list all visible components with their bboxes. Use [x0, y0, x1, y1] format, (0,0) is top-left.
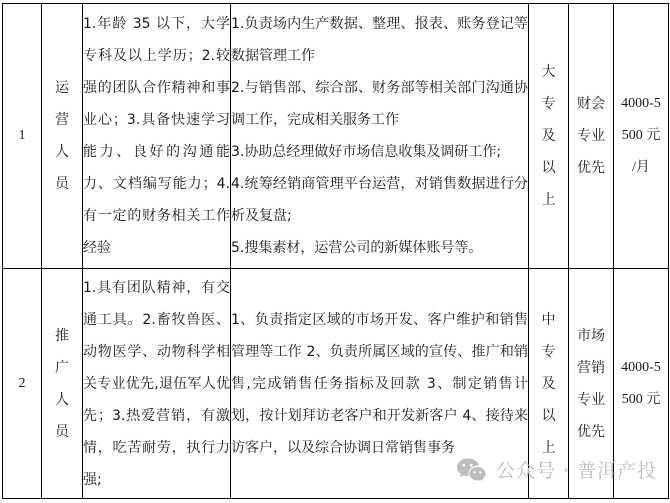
row-number: 1	[3, 4, 42, 269]
education-char: 大	[541, 64, 556, 80]
requirements-cell: 1.具有团队精神，有交通工具。2.畜牧兽医、动物医学、动物科学相关专业优先,退伍军人优先；3.热爱营销，有激情，吃苦耐劳，执行力强;	[83, 269, 231, 499]
education-char: 上	[541, 439, 556, 456]
major-line: 优先	[577, 423, 605, 440]
salary-line: 500 元	[621, 128, 661, 143]
salary-line: 4000-5	[621, 96, 661, 111]
duty-item: 3.协助总经理做好市场信息收集及调研工作;	[231, 144, 502, 160]
education-char: 以	[541, 160, 556, 176]
salary-line: 500 元	[621, 391, 661, 407]
position-char: 人	[55, 144, 69, 160]
salary-cell	[614, 4, 669, 269]
salary-line: /月	[632, 160, 650, 175]
education-char: 及	[541, 128, 556, 144]
education-cell	[529, 4, 569, 269]
position-char: 营	[55, 112, 69, 128]
major-line: 优先	[577, 160, 605, 176]
position-cell	[42, 269, 83, 499]
watermark	[456, 456, 657, 483]
table-row	[3, 4, 669, 269]
position-cell	[42, 4, 83, 269]
position-char: 人	[55, 391, 69, 408]
duties-cell	[231, 4, 529, 269]
recruitment-table	[2, 3, 669, 499]
education-char: 专	[541, 96, 556, 112]
major-cell	[569, 4, 614, 269]
duty-item: 5.搜集素材，运营公司的新媒体账号等。	[231, 240, 483, 256]
education-char: 专	[541, 343, 556, 360]
row-number: 2	[3, 269, 42, 499]
position-char: 广	[55, 359, 69, 376]
salary-line: 4000-5	[621, 359, 661, 375]
education-char: 以	[541, 407, 556, 424]
major-line: 财会	[577, 96, 605, 112]
requirements-cell: 1.年龄 35 以下，大学专科及以上学历；2.较强的团队合作精神和事业心；3.具备快速学习能力、良好的沟通能力、文档编写能力；4.有一定的财务相关工作经验	[83, 4, 231, 269]
major-line: 专业	[577, 391, 605, 408]
duty-item: 2.与销售部、综合部、财务部等相关部门沟通协调工作，完成相关服务工作	[231, 80, 528, 128]
education-char: 中	[541, 311, 556, 328]
position-char: 推	[55, 327, 69, 344]
position-char: 运	[55, 80, 69, 96]
major-line: 营销	[577, 359, 605, 376]
major-line: 专业	[577, 128, 605, 144]
duty-item: 1.负责场内生产数据、整理、报表、账务登记等数据管理工作	[231, 16, 528, 64]
position-char: 员	[55, 176, 69, 192]
watermark-text: 公众号 · 普洱产投	[496, 460, 658, 482]
duty-item: 4.统筹经销商管理平台运营，对销售数据进行分析及复盘;	[231, 176, 528, 224]
education-char: 上	[541, 192, 556, 208]
duty-item: 1、负责指定区域的市场开发、客户维护和销售管理等工作 2、负责所属区域的宣传、推广和销售,完成销售任务指标及回款 3、制定销售计划，按计划拜访老客户和开发新客户 4、接待来访客户，以及综合协调日常销售事务	[231, 311, 528, 456]
wechat-icon	[456, 457, 487, 483]
position-char: 员	[55, 423, 69, 440]
major-line: 市场	[577, 327, 605, 344]
education-char: 及	[541, 375, 556, 392]
